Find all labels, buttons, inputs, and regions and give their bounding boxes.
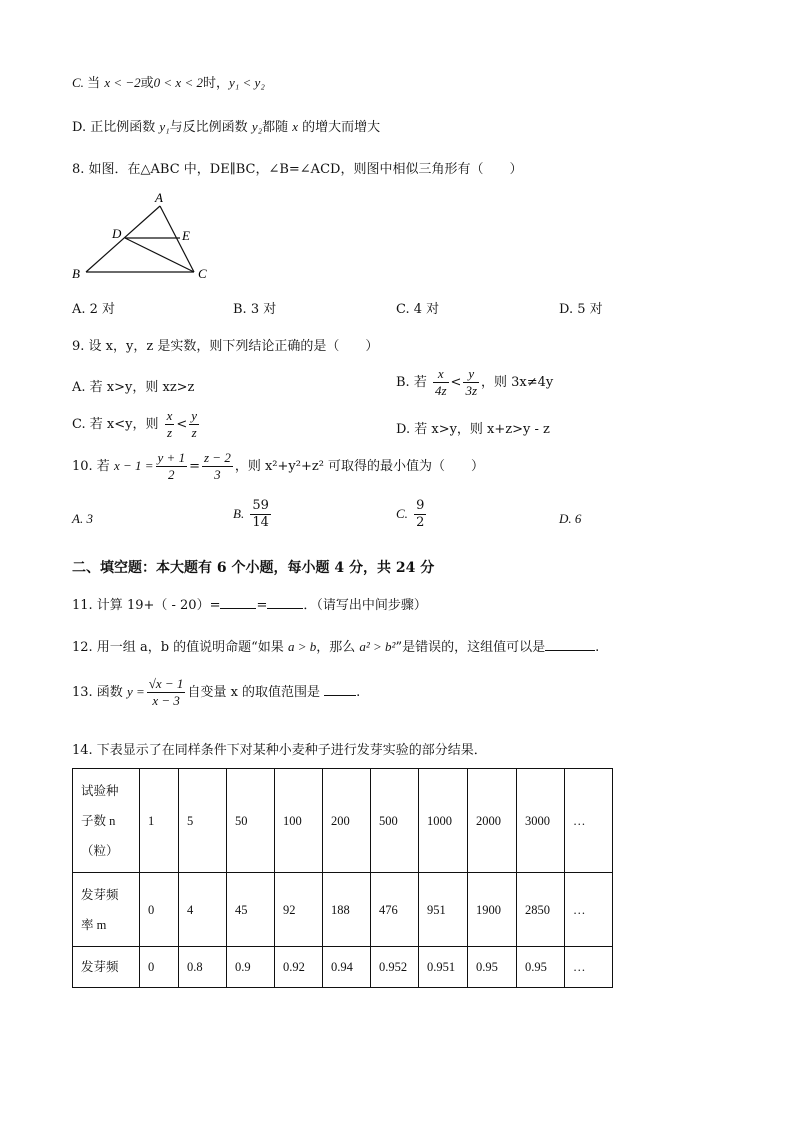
q10-option-d: D. 6 xyxy=(559,511,582,526)
q8-stem: 8. 如图．在△ABC 中，DE∥BC，∠B=∠ACD，则图中相似三角形有（ ） xyxy=(72,162,523,177)
row-header: 试验种 子数 n （粒） xyxy=(73,769,140,873)
fraction: $\frac{x}{4z}$ xyxy=(434,366,447,398)
q10-option-a: A. 3 xyxy=(72,511,93,526)
vertex-label-e: E xyxy=(182,228,190,243)
table-cell: 200 xyxy=(323,769,371,873)
fraction: $\frac{z - 2}{3}$ xyxy=(203,450,231,482)
q11: 11. 计算 19+（ - 20）= = ．（请写出中间步骤） xyxy=(72,598,427,613)
table-cell: 0.8 xyxy=(179,947,227,988)
vertex-label-b: B xyxy=(72,266,80,281)
q8-triangle-figure xyxy=(68,188,218,288)
table-cell: 188 xyxy=(323,873,371,947)
table-cell: 500 xyxy=(371,769,419,873)
table-cell: … xyxy=(565,769,613,873)
row-header: 发芽频 xyxy=(73,947,140,988)
table-cell: … xyxy=(565,947,613,988)
fraction: $\frac{y}{z}$ xyxy=(191,408,198,440)
fraction: $\frac{59}{14}$ xyxy=(252,498,269,530)
table-cell: 5 xyxy=(179,769,227,873)
table-cell: 951 xyxy=(419,873,468,947)
table-cell: 0.951 xyxy=(419,947,468,988)
table-cell: 100 xyxy=(275,769,323,873)
vertex-label-d: D xyxy=(112,226,122,241)
q10-option-c: C. $\frac{9}{2}$ xyxy=(396,498,425,530)
vertex-label-c: C xyxy=(198,266,207,281)
table-cell: 0.95 xyxy=(468,947,517,988)
section-heading: 二、填空题：本大题有 6 个小题，每小题 4 分，共 24 分 xyxy=(72,560,435,576)
table-cell: 92 xyxy=(275,873,323,947)
q10-option-b: B. $\frac{59}{14}$ xyxy=(233,498,269,530)
q8-option-b: B. 3 对 xyxy=(233,302,277,317)
table-cell: 0.94 xyxy=(323,947,371,988)
answer-blank[interactable] xyxy=(220,608,256,609)
q9-option-d: D. 若 x>y，则 x+z>y - z xyxy=(396,422,550,437)
table-row xyxy=(73,947,613,988)
table-row xyxy=(73,769,613,873)
table-cell: 3000 xyxy=(517,769,565,873)
q8-option-a: A. 2 对 xyxy=(72,302,116,317)
q9-stem: 9. 设 x，y，z 是实数，则下列结论正确的是（ ） xyxy=(72,339,379,354)
fraction: $\frac{y}{3z}$ xyxy=(465,366,477,398)
segment-cd xyxy=(125,238,194,272)
fraction: $\frac{x}{z}$ xyxy=(166,408,173,440)
q7-option-d: D. 正比例函数 y₁与反比例函数 y₂都随 x 的增大而增大 xyxy=(72,119,381,135)
q9-option-a: A. 若 x>y，则 xz>z xyxy=(72,380,195,395)
q9-option-c: C. 若 x<y，则 $\frac{x}{z}$ < $\frac{y}{z}$ xyxy=(72,408,198,440)
table-cell: 1900 xyxy=(468,873,517,947)
table-cell: 50 xyxy=(227,769,275,873)
table-row xyxy=(73,873,613,947)
table-cell: 0.95 xyxy=(517,947,565,988)
q8-option-d: D. 5 对 xyxy=(559,302,603,317)
fraction: $\frac{9}{2}$ xyxy=(416,498,425,530)
answer-blank[interactable] xyxy=(324,695,356,696)
germination-table xyxy=(72,768,613,988)
table-cell: 1000 xyxy=(419,769,468,873)
row-header: 发芽频 率 m xyxy=(73,873,140,947)
q8-option-c: C. 4 对 xyxy=(396,302,440,317)
fraction: $\frac{√x - 1}{x - 3}$ xyxy=(148,676,184,708)
answer-blank[interactable] xyxy=(267,608,303,609)
table-cell: 0.9 xyxy=(227,947,275,988)
table-cell: 0 xyxy=(140,947,179,988)
q7-option-c: C. 当 x < −2或0 < x < 2时，y₁ < y₂ xyxy=(72,75,265,91)
table-cell: 0 xyxy=(140,873,179,947)
table-cell: 476 xyxy=(371,873,419,947)
q14-stem: 14. 下表显示了在同样条件下对某种小麦种子进行发芽实验的部分结果． xyxy=(72,743,487,758)
table-cell: 1 xyxy=(140,769,179,873)
table-cell: 0.952 xyxy=(371,947,419,988)
vertex-label-a: A xyxy=(155,190,163,205)
table-cell: 45 xyxy=(227,873,275,947)
side-ab xyxy=(86,206,160,272)
q12: 12. 用一组 a，b 的值说明命题“如果 a > b，那么 a² > b²”是错误的，这组值可以是 . xyxy=(72,639,600,655)
answer-blank[interactable] xyxy=(545,650,595,651)
table-cell: 0.92 xyxy=(275,947,323,988)
q10-stem: 10. 若 x − 1 = $\frac{y + 1}{2}$ = $\frac{z - 2}{3}$ ，则 x²+y²+z² 可取得的最小值为（ ） xyxy=(72,450,485,482)
q13: 13. 函数 y = $\frac{√x - 1}{x - 3}$ 自变量 x 的取值范围是 . xyxy=(72,676,361,708)
fraction: $\frac{y + 1}{2}$ xyxy=(157,450,186,482)
table-cell: 2000 xyxy=(468,769,517,873)
table-cell: … xyxy=(565,873,613,947)
q9-option-b: B. 若 $\frac{x}{4z}$ < $\frac{y}{3z}$ ，则 3x≠4y xyxy=(396,366,554,398)
table-cell: 4 xyxy=(179,873,227,947)
table-cell: 2850 xyxy=(517,873,565,947)
